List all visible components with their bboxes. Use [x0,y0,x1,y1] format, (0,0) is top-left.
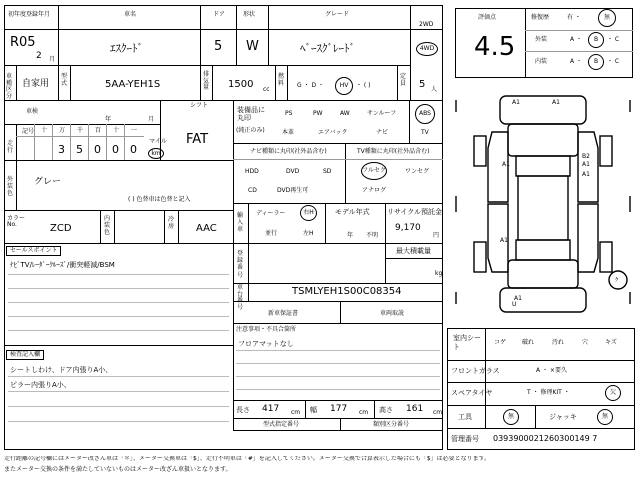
doors: 5 [214,39,223,54]
mileage-place-label: 百 [95,127,102,134]
sales-point-value: ﾅﾋﾞTV/ﾚｰﾀﾞｰｸﾙｰｽﾞ/衝突軽減/BSM [10,261,115,269]
interior-seat-label: 室内シート [453,334,481,352]
left-hand: 左H [303,230,314,237]
ruled-line [8,391,229,392]
recycle-label: リサイクル預託金 [387,208,443,216]
color-value: グレー [34,177,62,187]
right-rear-door-shape [578,204,598,272]
glass-label: フロントガラス [451,367,500,375]
mileage-place-label: 千 [77,127,84,134]
door-label: ドア [213,11,225,18]
ac-value: AAC [196,223,217,234]
equip-sunroof: サンルーフ [367,110,397,117]
nav-cd: CD [248,187,257,194]
repair-opts: 有 ・ [567,14,581,21]
ruled-line [236,376,440,377]
mark-front-left: A1 [512,99,520,106]
recycle-value: 9,170 [395,223,421,233]
mark-left-rear: A1 [500,237,508,244]
reg-month-unit: 月 [49,56,56,63]
ruled-line [236,363,440,364]
model-value: 5AA-YEH1S [105,79,161,90]
mileage-place-label: 一 [131,127,138,134]
equip-tv: TV [421,129,429,136]
mile-unit: マイル [149,138,167,145]
jack-label: ジャッキ [549,413,577,421]
mileage-digit: 3 [58,143,65,156]
reg-label: 初年度登録年月 [8,11,51,18]
ruled-line [236,389,440,390]
tools-label: 工具 [458,413,472,421]
length-value: 417 [262,404,280,414]
ruled-line [236,350,440,351]
inspect-label: 車検 [26,108,39,115]
seat-hole: 穴 [582,339,589,346]
inspector-line-2: ピラー内張りA小、 [10,381,71,389]
length-unit: cm [291,409,301,416]
mileage-cell [88,124,106,160]
capacity-label: 定員 [400,73,407,87]
equip-sub: (純正のみ) [236,127,265,134]
ext-c: ・ C [607,36,620,43]
model-year-value: 不明 [366,232,379,239]
mileage-cell [106,124,124,160]
windshield-shape [516,156,570,176]
repair-selected: 無 [598,9,616,27]
equip-airbag: エアバック [318,129,348,136]
interior-color-label: 内装色 [104,215,111,237]
notes-value: フロアマットなし [238,340,294,348]
recycle-unit: 円 [433,232,440,239]
mileage-label: 走行 [7,140,14,155]
reg-month: 2 [36,51,42,61]
code-label: カラーNo. [7,215,26,228]
disp-value: 1500 [228,79,254,90]
rear-bumper-shape [500,288,586,312]
footer-line-2: またメーター交換の条件を満たしていないものはメーター改ざん車扱いとなります。 [4,466,232,473]
mileage-digit: 5 [76,143,83,156]
km-unit: km [148,148,164,159]
left-front-tire-shape [474,136,486,166]
mark-right-front-door: A1 [582,161,590,168]
width-value: 177 [330,404,348,414]
glass-value: A ・ ×要久 [536,367,567,374]
name-label: 車名 [124,11,137,18]
int-c: ・ C [607,58,620,65]
score-label: 評価点 [478,14,497,21]
drive-4wd: 4WD [416,42,438,56]
mileage-digit: 0 [112,143,119,156]
tv-oneseg: ワンセグ [405,168,430,175]
tools-selected: 無 [503,409,519,425]
grade: ﾍﾞｰｽｸﾞﾚｰﾄﾞ [300,42,355,55]
ruled-line [8,302,229,303]
class-label: 類別区分番号 [373,421,410,428]
int-selected: B [588,54,604,70]
tv-fullseg: フルセグ [361,162,387,180]
sales-point-label: セールスポイント [6,246,61,256]
repair-label: 修復歴 [531,14,550,21]
ruled-line [8,421,229,422]
roof-shape [518,176,568,240]
equip-ps: PS [285,110,293,117]
footer-line-1: 走行距離の記号欄にはメーター改ざん車は「＊」、メーター交換車は「$」、走行不明車は「#」を記入してください。メーター交換で合算表示した場合にも「$」は必要となります。 [4,456,491,462]
disp-label: 排気量 [203,71,210,92]
jack-selected: 無 [597,409,613,425]
capacity-unit: 人 [431,86,438,93]
model-year-label: モデル年式 [335,208,370,216]
spare-label: スペアタイヤ [451,389,493,397]
mark-rear-left: A1 [514,295,522,302]
mark-circle-label: ｸ [615,277,619,284]
car-name: ｴｽｸｰﾄﾞ [110,42,143,55]
car-damage-diagram [452,92,634,318]
ext-selected: B [588,32,604,48]
ac-label: 冷房 [168,216,175,231]
mileage-symbol-label: 記号 [22,128,35,135]
ext-label: 外装 [535,36,548,43]
int-a: A ・ [570,58,583,65]
reg-no-label: 登録番号 [237,250,244,279]
shift-value: FAT [186,132,209,147]
equip-pw: PW [313,110,323,117]
tv-analog: アナログ [362,187,387,194]
mark-front-right: A1 [552,99,560,106]
inspect-month-unit: 月 [148,116,155,123]
spare-selected: 欠 [605,385,621,401]
mileage-place-label: 十 [113,127,120,134]
inspect-year-unit: 年 [105,116,112,123]
ruled-line [8,376,229,377]
model-year-unit: 年 [347,232,354,239]
dealer-label: ディーラー [256,210,286,217]
length-label: 長さ [236,406,250,414]
mileage-cell [124,124,142,160]
equip-abs: ABS [415,104,435,124]
import-label: 輸入車 [237,212,244,234]
mileage-cell [52,124,70,160]
shift-label: シフト [190,102,209,109]
ruled-line [8,316,229,317]
use-label: 車種区分 [6,73,13,100]
width-label: 幅 [310,406,317,414]
mileage-cell [70,124,88,160]
fuel-rest: ・ ( ) [356,82,371,89]
fuel-selected: HV [335,77,353,95]
nav-sd: SD [323,168,332,175]
nav-dvd: DVD [286,168,300,175]
color-label: 外装色 [7,176,14,198]
nav-type-label: ナビ種類に丸印(社外品含む) [250,148,327,155]
left-rear-tire-shape [474,242,486,272]
right-front-tire-shape [600,136,612,166]
mileage-place-label: 十 [41,127,48,134]
inspector-line-1: シートしわけ、ドア内張りA小、 [10,366,113,374]
score-value: 4.5 [474,32,516,62]
max-load-label: 最大積載量 [396,247,431,255]
nav-dvd-play: DVD再生可 [277,187,309,194]
seat-burn: コゲ [494,339,507,346]
chassis-value: TSMLYEH1S00C08354 [292,286,402,297]
seat-scratch: キズ [605,339,617,346]
capacity-value: 5 [419,79,426,90]
mileage-digit: 0 [94,143,101,156]
mark-rear-u: U [512,301,517,308]
new-warranty-label: 新車保証書 [268,310,299,317]
ruled-line [8,288,229,289]
hood-shape [508,124,578,156]
control-value: 0393900021260300149 7 [493,434,598,443]
fuel-options: G ・ D ・ [297,82,324,89]
reg-year: R05 [10,35,36,50]
mileage-digit: 0 [130,143,137,156]
seat-stain: 汚れ [552,339,565,346]
equip-label: 装備品に丸印 [237,106,265,122]
code-value: ZCD [50,223,72,234]
spare-opts: T ・ 修理KIT ・ [527,389,570,396]
control-label: 管理番号 [451,435,479,443]
equip-aw: AW [340,110,350,117]
mileage-place-label: 万 [59,127,66,134]
use-value: 自家用 [22,79,50,89]
chassis-label: 車台番号 [237,284,244,311]
nav-hdd: HDD [245,168,259,175]
notes-label: 注意事項・不具合箇所 [236,326,297,333]
right-rear-tire-shape [600,242,612,272]
shape-label: 形状 [243,11,256,18]
trunk-shape [508,260,578,288]
right-hand: 右H [300,205,317,221]
mark-left-front-door: A1 [502,161,510,168]
rear-glass-shape [516,240,570,260]
height-value: 161 [406,404,424,414]
fuel-label: 燃料 [278,73,285,87]
shape: W [246,39,259,54]
equip-leather: 本革 [282,129,295,136]
int-label: 内装 [535,58,548,65]
disp-unit: cc [263,86,270,93]
ruled-line [8,406,229,407]
type-spec-label: 型式指定番号 [263,421,300,428]
grade-label: グレード [325,11,350,18]
parallel-label: 並行 [265,230,278,237]
mark-right-door-b2: B2 [582,153,590,160]
model-label: 型式 [61,73,68,87]
manual-label: 車両取説 [380,310,405,317]
max-load-unit: kg [435,270,443,277]
width-unit: cm [359,409,369,416]
mileage-cell [34,124,52,160]
drive-2wd: 2WD [419,21,434,28]
mark-right-door-a1: A1 [582,171,590,178]
color-note: ( ) 色替車は色替と記入 [128,196,191,203]
height-unit: cm [433,409,443,416]
seat-tear: 破れ [522,339,535,346]
inspector-label: 検査記入欄 [6,350,44,360]
height-label: 高さ [379,406,393,414]
tv-type-label: TV種類に丸印(社外品含む) [357,148,430,155]
ruled-line [8,330,229,331]
ext-a: A ・ [570,36,583,43]
ruled-line [8,274,229,275]
equip-nav: ナビ [376,129,389,136]
